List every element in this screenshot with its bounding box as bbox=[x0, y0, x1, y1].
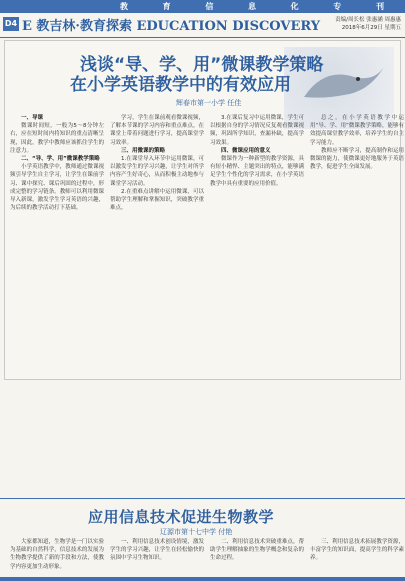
top-banner bbox=[0, 0, 405, 13]
paragraph: 三、用微课的策略 bbox=[121, 147, 166, 154]
paragraph: 微课作为一种新型的教学资源，具有短小精悍、主题突出的特点，能够满足学生个性化的学习需求，在小学英语教学中具有重要的应用价值。 bbox=[210, 156, 304, 187]
article-2-column-3 bbox=[210, 538, 304, 576]
section-title: E 教吉林·教育探索 EDUCATION DISCOVERY bbox=[22, 19, 321, 34]
article-2-column-2 bbox=[110, 538, 204, 576]
date-line: 2018年6月29日 星期五 bbox=[341, 25, 401, 31]
article-1-title-line-1: 浅谈“导、学、用”微课教学策略 bbox=[80, 55, 324, 75]
paragraph: 二、利用信息技术突破重难点，帮助学生理解抽象的生物学概念和复杂的生命过程。 bbox=[210, 539, 304, 562]
article-1-column-2 bbox=[110, 114, 204, 372]
banner-char: 教 bbox=[120, 2, 129, 11]
article-2-column-1 bbox=[10, 538, 104, 576]
editor-line: 责编/周长松 张惠涵 周惠惠 bbox=[335, 17, 401, 23]
article-2-column-4 bbox=[310, 538, 404, 576]
banner-char: 刊 bbox=[375, 2, 385, 11]
paragraph: 3.在课后复习中运用微课，学生可以根据自身的学习情况反复观看微课视频，巩固所学知识，查漏补缺，提高学习效果。 bbox=[210, 115, 304, 146]
paragraph: 二、“导、学、用”微课教学策略 bbox=[21, 156, 100, 163]
article-1-byline: 辉春市第一小学 任佳 bbox=[176, 99, 242, 107]
page-code: D4 bbox=[3, 17, 19, 31]
issue-info bbox=[335, 16, 401, 32]
banner-char: 育 bbox=[162, 2, 172, 11]
paragraph: 三、利用信息技术拓展教学资源，丰富学生的知识面，提高学生的科学素养。 bbox=[310, 539, 404, 562]
article-2-byline: 辽源市第十七中学 付艳 bbox=[160, 528, 233, 536]
header-rule bbox=[0, 37, 405, 38]
paragraph: 2.在重难点讲解中运用微课，可以帮助学生理解和掌握知识，突破教学重难点。 bbox=[110, 188, 204, 212]
paragraph: 微课时间短，一般为5～8分钟左右，应在短时间内将知识的重点清晰呈现，因此，教学中教师应该抓住学生的注意力。 bbox=[10, 123, 104, 154]
paragraph: 小学英语教学中，教师通过微课视频引导学生自主学习，让学生在课前学习、课中探究、课后巩固的过程中，形成完整的学习链条。教师可以利用微课导入新课，激发学生学习英语的兴趣，为后续的教学活动打下基础。 bbox=[10, 164, 104, 212]
paragraph: 一、导课 bbox=[21, 115, 44, 121]
banner-char: 化 bbox=[290, 2, 300, 11]
banner-char: 专 bbox=[333, 2, 343, 11]
article-1-column-3 bbox=[210, 114, 304, 372]
article-1-column-4 bbox=[310, 114, 404, 372]
article-1-title-line-2: 在小学英语教学中的有效应用 bbox=[70, 75, 291, 95]
banner-char: 息 bbox=[247, 2, 257, 11]
page-header bbox=[0, 14, 405, 36]
paragraph: 总之，在小学英语教学中运用“导、学、用”微课教学策略，能够有效提高课堂教学效率，培养学生的自主学习能力。 bbox=[310, 115, 404, 146]
banner-title bbox=[120, 1, 385, 12]
paragraph: 一、利用信息技术创设情境，激发学生的学习兴趣，让学生在轻松愉快的氛围中学习生物知识。 bbox=[110, 539, 204, 562]
paragraph: 学习，学生在课前观看微课视频，了解本节课的学习内容和重点难点，在课堂上带着问题进行学习，提高课堂学习效率。 bbox=[110, 115, 204, 146]
paragraph: 1.在课堂导入环节中运用微课，可以激发学生的学习兴趣，让学生对所学内容产生好奇心，从而积极主动地参与课堂学习活动。 bbox=[110, 156, 204, 187]
article-1-body bbox=[10, 114, 404, 372]
paragraph: 大家都知道，生物学是一门以实验为基础的自然科学，信息技术的发展为生物教学提供了新的手段和方法，使教学内容更加生动形象。 bbox=[10, 539, 104, 570]
paragraph: 教师应不断学习，提高制作和运用微课的能力，使微课更好地服务于英语教学，促进学生全面发展。 bbox=[310, 147, 404, 171]
paragraph: 四、微课应用的意义 bbox=[221, 147, 271, 154]
bottom-rule bbox=[0, 577, 405, 581]
article-1-column-1 bbox=[10, 114, 104, 372]
article-2-body bbox=[10, 538, 404, 576]
banner-char: 信 bbox=[205, 2, 215, 11]
article-divider bbox=[0, 498, 405, 499]
article-2-title: 应用信息技术促进生物教学 bbox=[88, 508, 275, 526]
